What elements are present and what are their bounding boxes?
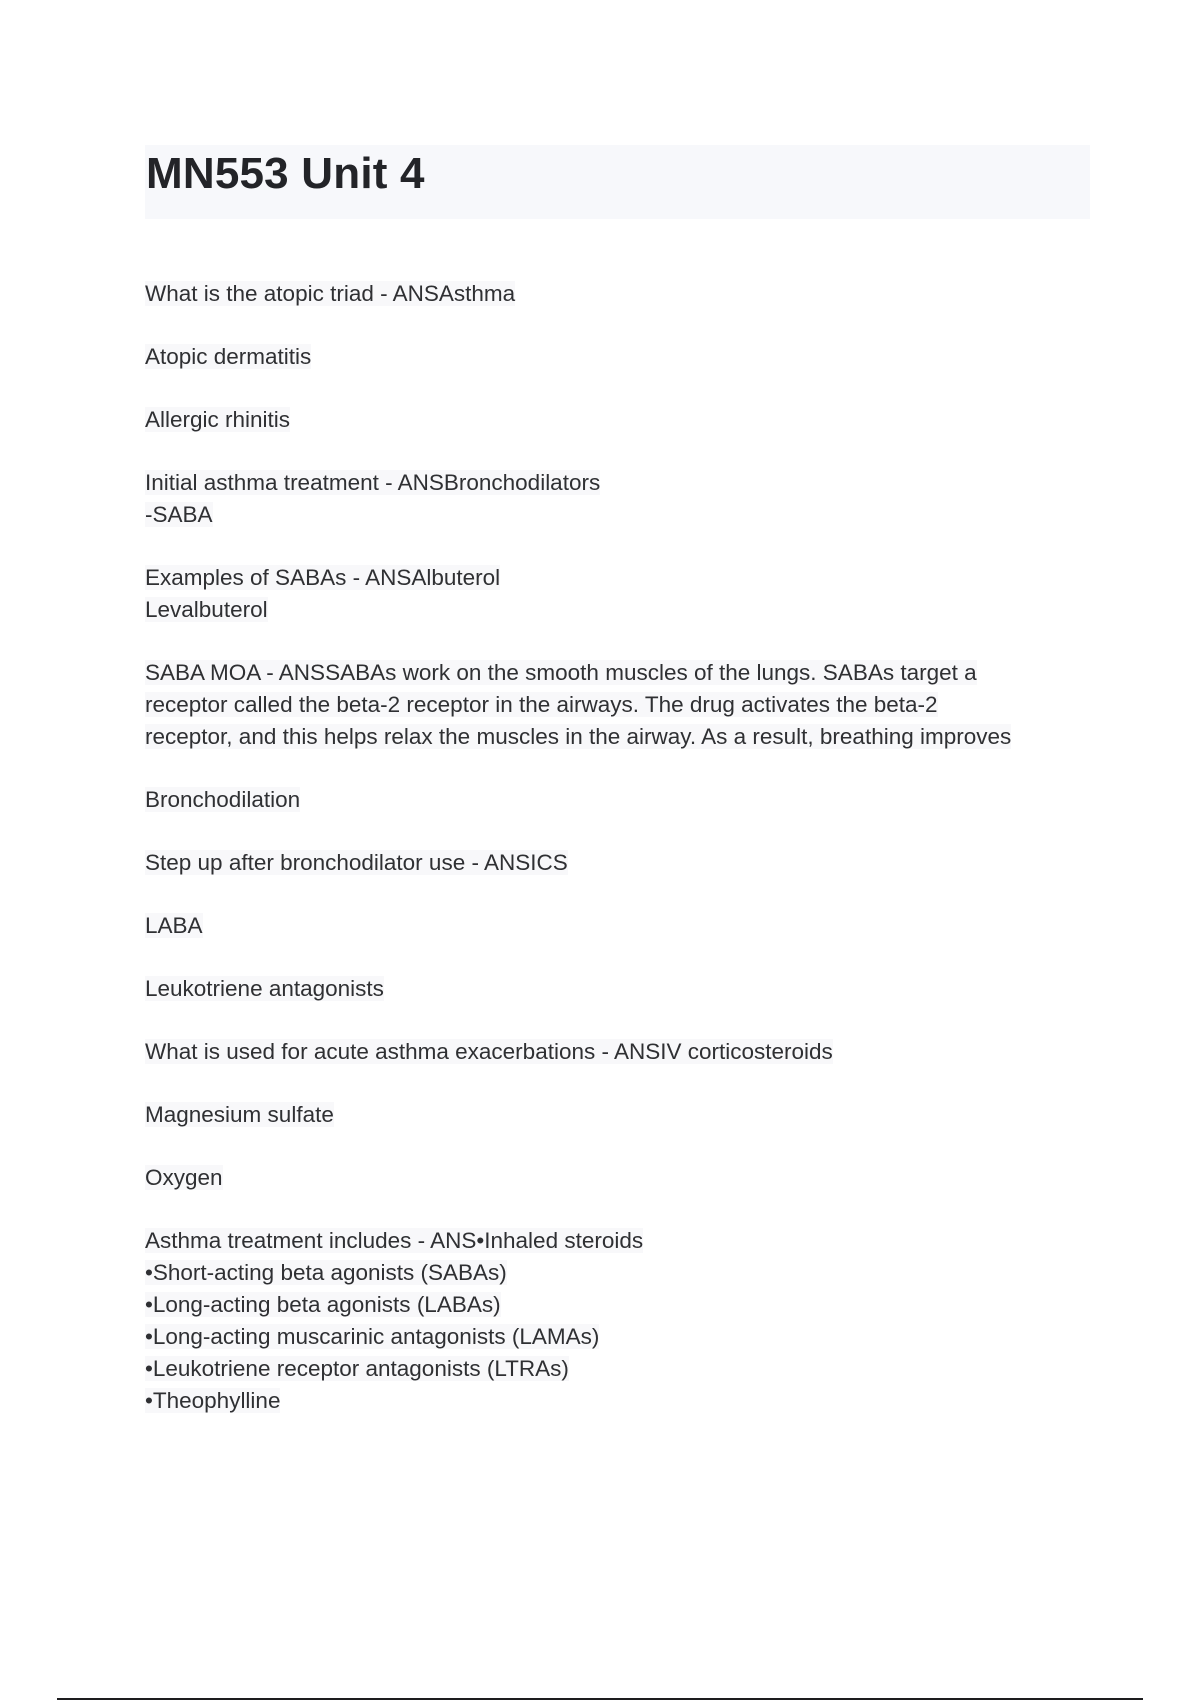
text-line: •Long-acting muscarinic antagonists (LAMAs) — [145, 1324, 600, 1349]
text-line: receptor called the beta-2 receptor in the airways. The drug activates the beta-2 — [145, 692, 938, 717]
text-block — [145, 847, 1090, 879]
text-line: Asthma treatment includes - ANS•Inhaled steroids — [145, 1228, 644, 1253]
text-block — [145, 784, 1090, 816]
text-line: Oxygen — [145, 1165, 223, 1190]
text-line: Leukotriene antagonists — [145, 976, 384, 1001]
document-body — [145, 278, 1090, 1448]
text-block — [145, 657, 1090, 753]
text-block — [145, 1036, 1090, 1068]
text-line: LABA — [145, 913, 203, 938]
text-line: •Long-acting beta agonists (LABAs) — [145, 1292, 501, 1317]
text-line: Allergic rhinitis — [145, 407, 291, 432]
page-title: MN553 Unit 4 — [146, 149, 425, 198]
text-line: -SABA — [145, 502, 213, 527]
text-block — [145, 341, 1090, 373]
text-line: What is used for acute asthma exacerbations - ANSIV corticosteroids — [145, 1039, 833, 1064]
text-line: Magnesium sulfate — [145, 1102, 334, 1127]
text-block — [145, 1099, 1090, 1131]
text-line: •Leukotriene receptor antagonists (LTRAs) — [145, 1356, 569, 1381]
text-block — [145, 910, 1090, 942]
text-line: Bronchodilation — [145, 787, 301, 812]
text-line: receptor, and this helps relax the muscles in the airway. As a result, breathing improves — [145, 724, 1012, 749]
text-block — [145, 1162, 1090, 1194]
text-line: What is the atopic triad - ANSAsthma — [145, 281, 516, 306]
text-block — [145, 973, 1090, 1005]
text-line: Initial asthma treatment - ANSBronchodilators — [145, 470, 601, 495]
text-block — [145, 278, 1090, 310]
text-line: •Short-acting beta agonists (SABAs) — [145, 1260, 507, 1285]
text-block — [145, 1225, 1090, 1417]
text-line: Examples of SABAs - ANSAlbuterol — [145, 565, 501, 590]
text-line: •Theophylline — [145, 1388, 281, 1413]
text-line: Atopic dermatitis — [145, 344, 312, 369]
text-line: Step up after bronchodilator use - ANSICS — [145, 850, 568, 875]
text-block — [145, 562, 1090, 626]
text-line: Levalbuterol — [145, 597, 268, 622]
text-line: SABA MOA - ANSSABAs work on the smooth muscles of the lungs. SABAs target a — [145, 660, 977, 685]
text-block — [145, 404, 1090, 436]
text-block — [145, 467, 1090, 531]
